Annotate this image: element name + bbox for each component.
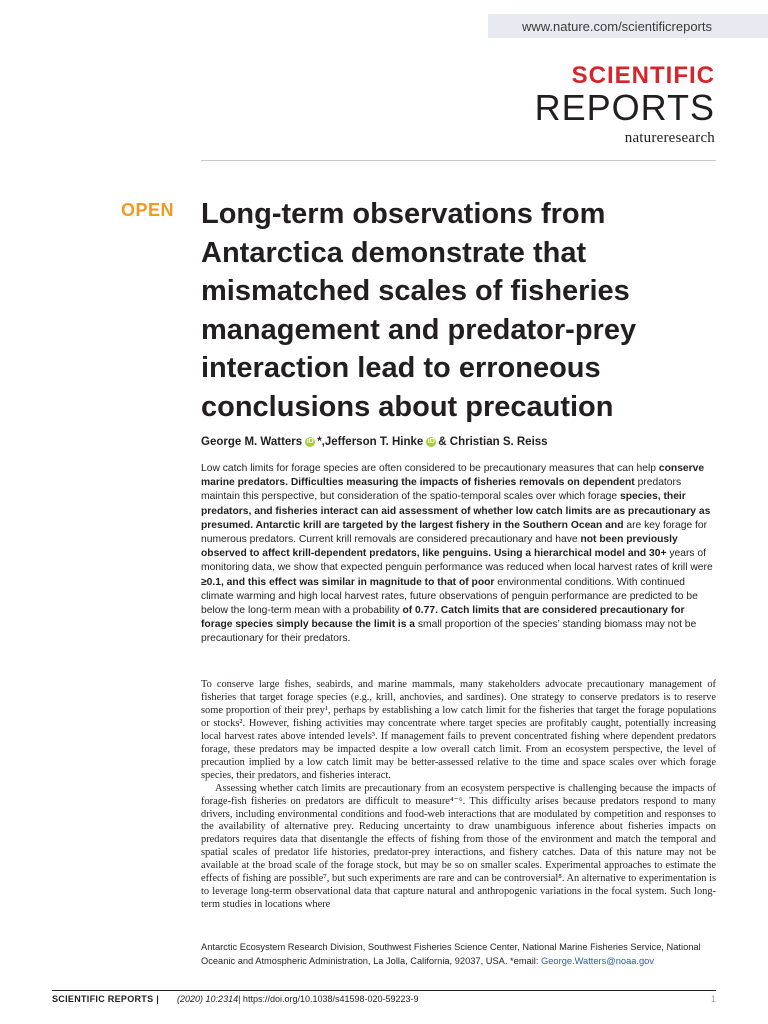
abstract-segment: are key forage for numerous predators. Current krill removals are considered precautionary and have bbox=[201, 519, 708, 546]
abstract-segment: years of monitoring data, we show that expected penguin performance was reduced when local harvest rates of krill were bbox=[201, 548, 713, 574]
journal-url-text: www.nature.com/scientificreports bbox=[521, 18, 712, 34]
abstract-segment: predators maintain this perspective, but consideration of the spatio-temporal scales over which forage bbox=[201, 477, 682, 503]
body-paragraph: Assessing whether catch limits are precautionary from an ecosystem perspective is challenging because the impacts of forage-fish fisheries on predators are difficult to measure⁴⁻⁶. This difficulty arises because predators respond to many drivers, including environmental conditions and food-web interactions that are modulated by competition and responses to the availability of alternative prey. Reducing uncertainty to draw unambiguous inference about fisheries impacts on predators requires data that disentangle the effects of fishing from those of the environment and match the temporal and spatial scales of predator life histories, predator-prey interactions, and fishery catches. Data of this nature may not be available at the broad scale of the forage stock, but may be so on smaller scales. Experimental approaches to estimate the effects of fishing are possible⁷, but such experiments are rare and can be controversial⁸. An alternative to experimentation is to leverage long-term observational data that capture natural and anthropogenic variations in the focal system. Such long-term studies in locations where bbox=[201, 782, 716, 911]
orcid-icon[interactable]: iD bbox=[427, 438, 435, 445]
body-paragraph: To conserve large fishes, seabirds, and marine mammals, many stakeholders advocate precautionary management of fisheries that target forage species (e.g., krill, anchovies, and sardines). One strategy to conserve predators is to reserve some proportion of their prey¹, perhaps by establishing a low catch limit for the fisheries that target the forage populations or stocks². However, fishing activities may concentrate where target species are profitably caught, potentially increasing local harvest rates above intended levels³. If management fails to prevent concentrated fishing where dependent predators forage, these predators may be impacted despite a low overall catch limit. From an ecosystem perspective, the level of precaution implied by a low catch limit may be better-assessed relative to the time and space scales over which forage species, their predators, and fisheries interact. bbox=[201, 679, 716, 781]
abstract-segment: of 0.77. Catch limits that are considered precautionary for forage species simply because the limit is a bbox=[201, 605, 685, 631]
affiliation-text: Antarctic Ecosystem Research Division, Southwest Fisheries Science Center, National Marine Fisheries Service, National Oceanic and Atmospheric Administration, La Jolla, California, 92037, USA. *email: bbox=[201, 942, 701, 966]
abstract-segment: species, their predators, and fisheries interact can aid assessment of whether low catch limits are as precautionary as presumed. Antarctic krill are targeted by the largest fishery in the Southern Ocean and bbox=[201, 491, 711, 531]
open-access-badge: OPEN bbox=[121, 200, 175, 220]
orcid-icon[interactable]: iD bbox=[306, 438, 314, 445]
footer-journal: SCIENTIFIC REPORTS | bbox=[52, 994, 160, 1004]
author-1[interactable]: George M. Watters bbox=[201, 436, 303, 448]
journal-url[interactable] bbox=[488, 14, 768, 38]
abstract-segment: conserve marine predators. Difficulties measuring the impacts of fisheries removals on dependent bbox=[201, 463, 705, 489]
author-list bbox=[201, 436, 548, 448]
logo-reports: REPORTS bbox=[534, 87, 715, 128]
abstract-segment: not been previously observed to affect krill-dependent predators, like penguins. Using a hierarchical model and 30+ bbox=[201, 534, 678, 560]
abstract-segment: Low catch limits for forage species are often considered to be precautionary measures that can help bbox=[201, 463, 659, 474]
corresponding-mark: *, bbox=[317, 436, 325, 448]
footer-divider bbox=[52, 990, 716, 991]
journal-logo bbox=[535, 64, 715, 147]
page-footer bbox=[52, 994, 716, 1004]
article-title: Long-term observations from Antarctica demonstrate that mismatched scales of fisheries management and predator-prey interaction lead to erroneous conclusions about precaution bbox=[201, 198, 637, 423]
abstract bbox=[201, 462, 716, 647]
logo-scientific: SCIENTIFIC bbox=[571, 62, 715, 89]
affiliation-footnote bbox=[201, 940, 721, 968]
author-2[interactable]: Jefferson T. Hinke bbox=[324, 436, 424, 448]
page-number: 1 bbox=[710, 994, 716, 1004]
footer-doi-link[interactable]: | https://doi.org/10.1038/s41598-020-59223-9 bbox=[238, 994, 419, 1004]
footer-citation: (2020) 10:2314 bbox=[177, 994, 239, 1004]
author-email-link[interactable]: George.Watters@noaa.gov bbox=[541, 956, 654, 966]
abstract-segment: small proportion of the species’ standing biomass may not be precautionary for their predators. bbox=[201, 619, 697, 645]
author-3[interactable]: & Christian S. Reiss bbox=[438, 436, 548, 448]
abstract-segment: ≥0.1, and this effect was similar in magnitude to that of poor bbox=[201, 576, 498, 588]
main-text bbox=[201, 679, 716, 912]
header-divider bbox=[201, 160, 716, 161]
abstract-segment: environmental conditions. With continued climate warming and high local harvest rates, future observations of penguin performance are predicted to be below the long-term mean with a probability bbox=[201, 576, 698, 617]
logo-nature-research: natureresearch bbox=[624, 130, 715, 146]
